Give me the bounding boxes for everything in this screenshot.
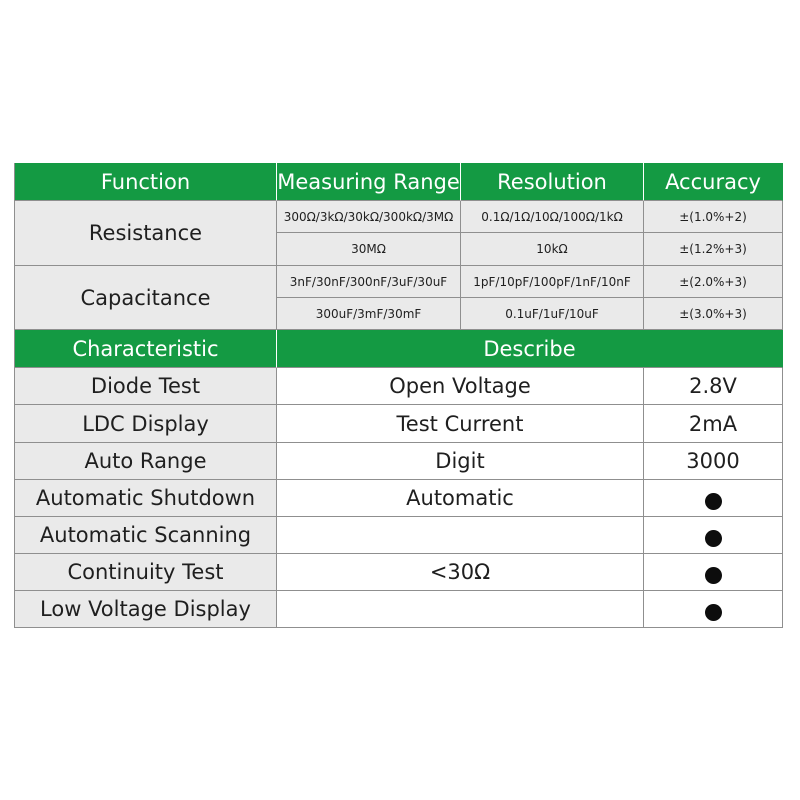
filled-dot-icon <box>705 530 722 547</box>
function-resistance: Resistance <box>15 201 277 266</box>
value-automatic-shutdown <box>644 480 783 517</box>
characteristic-auto-range: Auto Range <box>15 443 277 480</box>
capacitance-range-2: 300uF/3mF/30mF <box>277 298 461 330</box>
characteristic-automatic-scanning: Automatic Scanning <box>15 517 277 554</box>
function-capacitance: Capacitance <box>15 266 277 330</box>
characteristic-diode-test: Diode Test <box>15 368 277 405</box>
characteristic-automatic-shutdown: Automatic Shutdown <box>15 480 277 517</box>
value-continuity-test <box>644 554 783 591</box>
header-function: Function <box>15 163 277 201</box>
describe-ldc-display: Test Current <box>277 405 644 443</box>
header-accuracy: Accuracy <box>644 163 783 201</box>
resistance-resolution-2: 10kΩ <box>461 233 644 266</box>
characteristics-table <box>15 330 783 628</box>
characteristic-ldc-display: LDC Display <box>15 405 277 443</box>
capacitance-accuracy-2: ±(3.0%+3) <box>644 298 783 330</box>
value-diode-test: 2.8V <box>644 368 783 405</box>
capacitance-accuracy-1: ±(2.0%+3) <box>644 266 783 298</box>
header-measuring-range: Measuring Range <box>277 163 461 201</box>
describe-automatic-shutdown: Automatic <box>277 480 644 517</box>
header-characteristic: Characteristic <box>15 330 277 368</box>
value-low-voltage-display <box>644 591 783 628</box>
resistance-range-2: 30MΩ <box>277 233 461 266</box>
capacitance-range-1: 3nF/30nF/300nF/3uF/30uF <box>277 266 461 298</box>
value-auto-range: 3000 <box>644 443 783 480</box>
spec-table <box>15 163 783 330</box>
value-ldc-display: 2mA <box>644 405 783 443</box>
resistance-accuracy-1: ±(1.0%+2) <box>644 201 783 233</box>
characteristic-low-voltage-display: Low Voltage Display <box>15 591 277 628</box>
characteristic-continuity-test: Continuity Test <box>15 554 277 591</box>
header-describe: Describe <box>277 330 783 368</box>
resistance-accuracy-2: ±(1.2%+3) <box>644 233 783 266</box>
value-automatic-scanning <box>644 517 783 554</box>
describe-auto-range: Digit <box>277 443 644 480</box>
spec-sheet <box>14 163 782 628</box>
header-resolution: Resolution <box>461 163 644 201</box>
describe-continuity-test: <30Ω <box>277 554 644 591</box>
describe-low-voltage-display <box>277 591 644 628</box>
resistance-range-1: 300Ω/3kΩ/30kΩ/300kΩ/3MΩ <box>277 201 461 233</box>
filled-dot-icon <box>705 567 722 584</box>
capacitance-resolution-1: 1pF/10pF/100pF/1nF/10nF <box>461 266 644 298</box>
filled-dot-icon <box>705 604 722 621</box>
describe-diode-test: Open Voltage <box>277 368 644 405</box>
resistance-resolution-1: 0.1Ω/1Ω/10Ω/100Ω/1kΩ <box>461 201 644 233</box>
capacitance-resolution-2: 0.1uF/1uF/10uF <box>461 298 644 330</box>
filled-dot-icon <box>705 493 722 510</box>
describe-automatic-scanning <box>277 517 644 554</box>
